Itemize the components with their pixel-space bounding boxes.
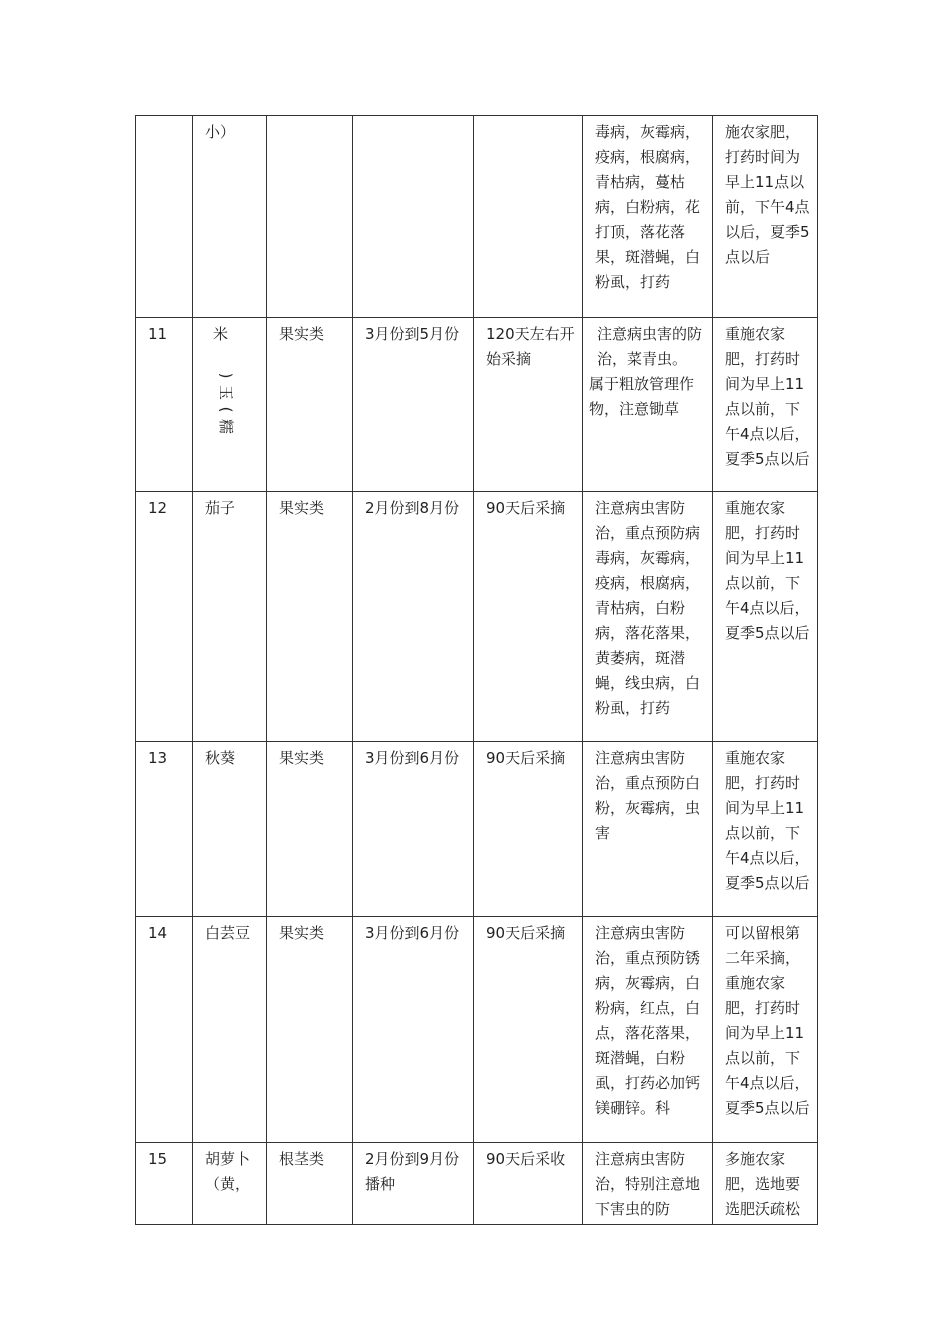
sowing-period: 3月份到5月份: [353, 318, 474, 492]
table-row: [136, 742, 818, 917]
sowing-period: 2月份到8月份: [353, 492, 474, 742]
crop-category: 果实类: [267, 318, 353, 492]
crop-planting-table: [135, 115, 818, 1225]
pest-control-notes: 注意病虫害防治，重点预防白粉，灰霉病，虫害: [583, 742, 713, 917]
crop-name-text: 胡萝卜（黄，: [205, 1150, 251, 1193]
crop-name-rot-char: ): [217, 372, 235, 379]
crop-name-rot-char: 糯: [217, 418, 235, 434]
fertilizer-notes: 重施农家肥，打药时间为早上11点以前，下午4点以后，夏季5点以后: [713, 318, 818, 492]
row-number: [136, 116, 193, 318]
crop-category: 果实类: [267, 742, 353, 917]
fertilizer-notes: 施农家肥，打药时间为早上11点以前，下午4点以后，夏季5点以后: [713, 116, 818, 318]
crop-name: 秋葵: [193, 742, 267, 917]
crop-name: [193, 1143, 267, 1225]
fertilizer-notes: 重施农家肥，打药时间为早上11点以前，下午4点以后，夏季5点以后: [713, 742, 818, 917]
crop-name-rot-char: (: [217, 406, 235, 413]
fertilizer-notes: 重施农家肥，打药时间为早上11点以前，下午4点以后，夏季5点以后: [713, 492, 818, 742]
row-number: 12: [136, 492, 193, 742]
fertilizer-notes: 多施农家肥，选地要选肥沃疏松: [713, 1143, 818, 1225]
crop-category: 果实类: [267, 492, 353, 742]
pest-control-notes: [583, 318, 713, 492]
row-number: 15: [136, 1143, 193, 1225]
fertilizer-notes: 可以留根第二年采摘，重施农家肥，打药时间为早上11点以前，下午4点以后，夏季5点以后: [713, 917, 818, 1143]
harvest-time: 90天后采摘: [474, 492, 583, 742]
table-row: [136, 492, 818, 742]
harvest-time: 120天左右开始采摘: [474, 318, 583, 492]
crop-name-rotated: [217, 367, 234, 435]
sowing-period: [353, 116, 474, 318]
crop-category: 果实类: [267, 917, 353, 1143]
table-row: [136, 318, 818, 492]
crop-name: 茄子: [193, 492, 267, 742]
harvest-time: [474, 116, 583, 318]
table-row: [136, 1143, 818, 1225]
sowing-period: 3月份到6月份: [353, 742, 474, 917]
pest-control-note-b: 属于粗放管理作物，注意锄草: [589, 375, 695, 418]
crop-name: 白芸豆: [193, 917, 267, 1143]
pest-control-note-a: 注意病虫害的防治，菜青虫。: [597, 325, 703, 368]
crop-name: 小）: [193, 116, 267, 318]
row-number: 14: [136, 917, 193, 1143]
crop-name: [193, 318, 267, 492]
row-number: 11: [136, 318, 193, 492]
crop-name-rot-char: 玉: [217, 384, 235, 400]
crop-name-top: 米: [213, 325, 229, 343]
harvest-time: 90天后采摘: [474, 917, 583, 1143]
table-row: [136, 917, 818, 1143]
pest-control-notes: 毒病，灰霉病，疫病，根腐病，青枯病，蔓枯病，白粉病，花打顶，落花落果，斑潜蝇，白粉虱，打药: [583, 116, 713, 318]
crop-category: 根茎类: [267, 1143, 353, 1225]
row-number: 13: [136, 742, 193, 917]
crop-category: [267, 116, 353, 318]
harvest-time: 90天后采收: [474, 1143, 583, 1225]
pest-control-notes: 注意病虫害防治，重点预防病毒病，灰霉病，疫病，根腐病，青枯病，白粉病，落花落果，黄萎病，斑潜蝇，线虫病，白粉虱，打药: [583, 492, 713, 742]
pest-control-notes: 注意病虫害防治，特别注意地下害虫的防: [583, 1143, 713, 1225]
pest-control-notes: 注意病虫害防治，重点预防锈病，灰霉病，白粉病，红点，白点，落花落果，斑潜蝇，白粉虱，打药必加钙镁硼锌。科: [583, 917, 713, 1143]
sowing-period: 2月份到9月份播种: [353, 1143, 474, 1225]
harvest-time: 90天后采摘: [474, 742, 583, 917]
sowing-period: 3月份到6月份: [353, 917, 474, 1143]
table-row: [136, 116, 818, 318]
